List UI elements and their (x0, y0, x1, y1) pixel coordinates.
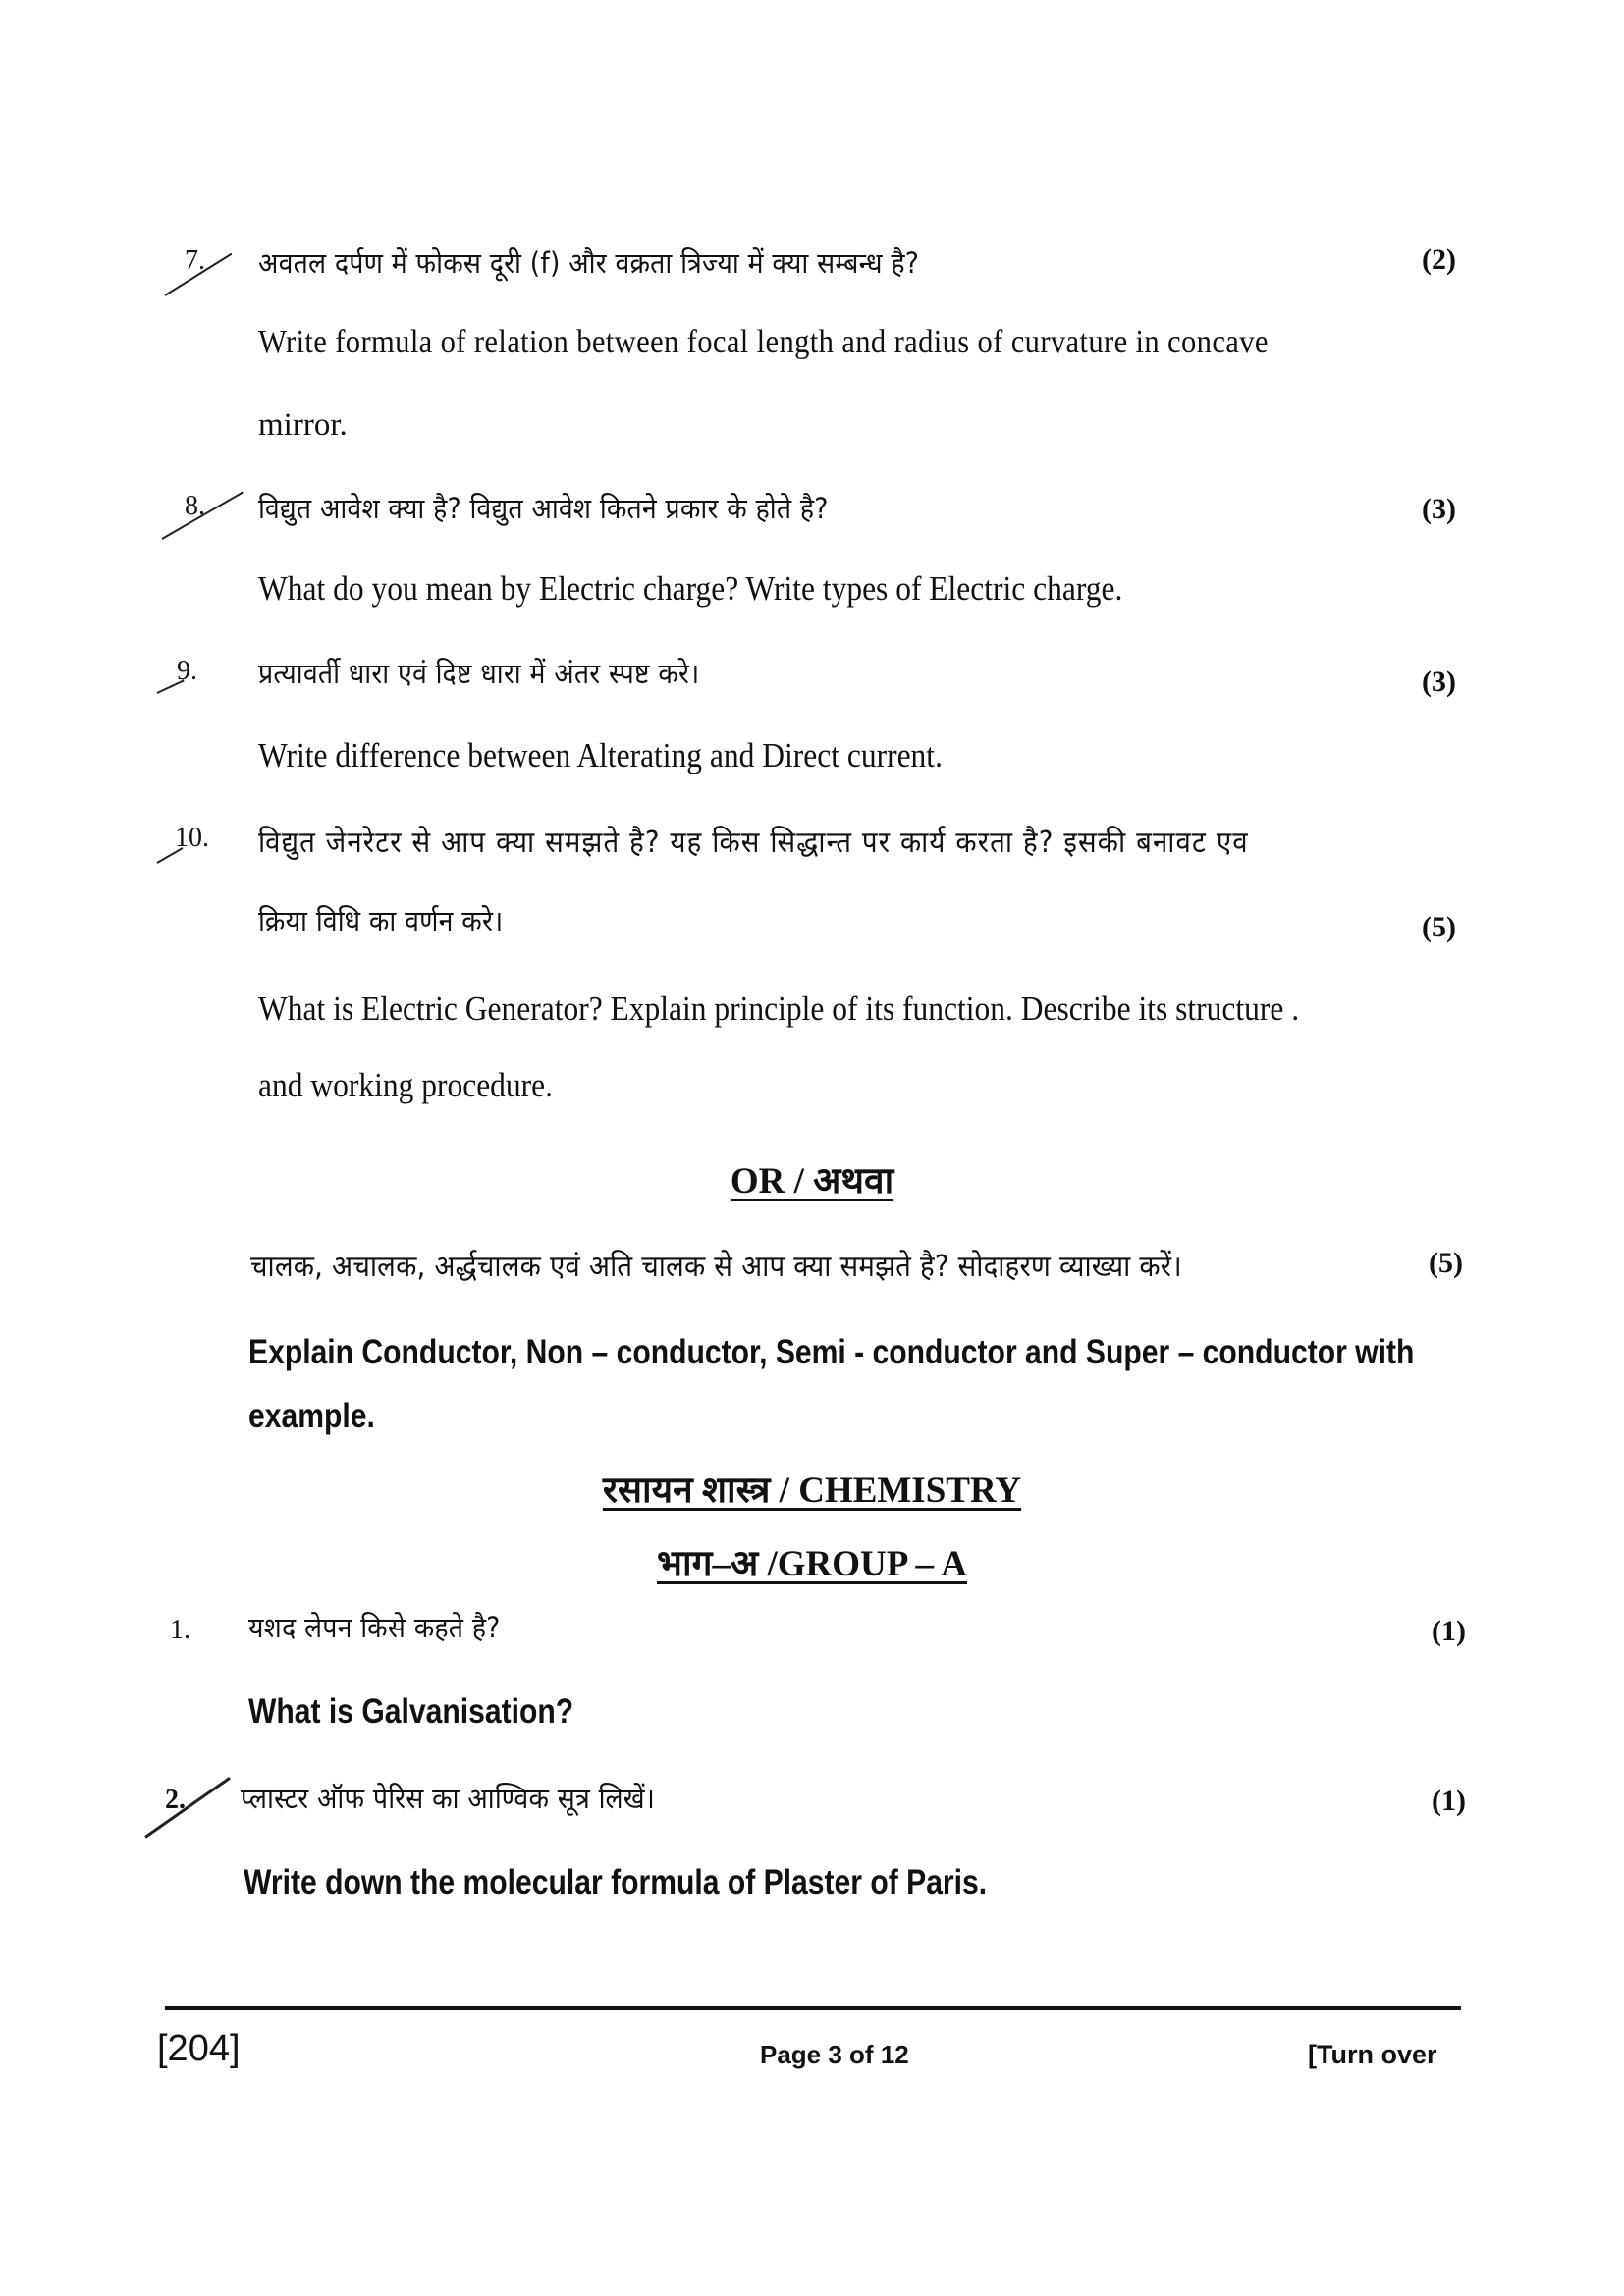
subject-heading: रसायन शास्त्र / CHEMISTRY (602, 1470, 1022, 1511)
or-heading: OR / अथवा (730, 1161, 894, 1201)
question-english-text: Write formula of relation between focal length and radius of curvature in concave (258, 324, 1269, 360)
question-number: 8. (185, 491, 205, 521)
question-english-text: What is Galvanisation? (248, 1692, 574, 1731)
question-english-text: and working procedure. (258, 1066, 554, 1104)
question-hindi-text: प्लास्टर ऑफ पेरिस का आण्विक सूत्र लिखें। (241, 1782, 656, 1815)
question-number: 2. (165, 1785, 186, 1815)
pen-tick-mark (157, 847, 184, 864)
question-number: 7. (185, 245, 205, 276)
or-english-text: example. (248, 1397, 375, 1435)
question-number: 10. (175, 823, 209, 853)
page-number: Page 3 of 12 (760, 2040, 909, 2069)
question-hindi-text: विद्युत आवेश क्या है? विद्युत आवेश कितने प्रकार के होते है? (258, 492, 829, 525)
paper-code: [204] (157, 2028, 241, 2069)
question-marks: (3) (1422, 493, 1456, 525)
question-hindi-text: अवतल दर्पण में फोकस दूरी (f) और वक्रता त्रिज्या में क्या सम्बन्ध है? (258, 246, 920, 280)
question-english-text: mirror. (258, 407, 348, 443)
or-hindi-text: चालक, अचालक, अर्द्धचालक एवं अति चालक से आप क्या समझते है? सोदाहरण व्याख्या करें। (250, 1250, 1182, 1284)
question-english-text: What is Electric Generator? Explain principle of its function. Describe its structure . (258, 989, 1300, 1028)
question-marks: (2) (1422, 243, 1456, 276)
or-marks: (5) (1429, 1247, 1463, 1279)
question-hindi-text: प्रत्यावर्ती धारा एवं दिष्ट धारा में अंतर स्पष्ट करे। (258, 657, 700, 690)
footer-divider (165, 2006, 1461, 2010)
group-heading: भाग–अ /GROUP – A (657, 1544, 967, 1584)
or-english-text: Explain Conductor, Non – conductor, Semi - conductor and Super – conductor with (248, 1333, 1415, 1371)
question-marks: (1) (1432, 1785, 1466, 1817)
question-hindi-text: विद्युत जेनरेटर से आप क्या समझते है? यह किस सिद्धान्त पर कार्य करता है? इसकी बनावट एव (258, 826, 1249, 860)
question-marks: (5) (1422, 911, 1456, 943)
turn-over-label: [Turn over (1308, 2040, 1437, 2069)
question-number: 9. (177, 656, 197, 686)
question-english-text: Write difference between Alterating and Direct current. (258, 736, 943, 774)
question-hindi-text: क्रिया विधि का वर्णन करे। (258, 904, 504, 937)
question-marks: (1) (1432, 1615, 1466, 1647)
question-marks: (3) (1422, 666, 1456, 698)
question-hindi-text: यशद लेपन किसे कहते है? (248, 1611, 501, 1644)
question-english-text: Write down the molecular formula of Plaster of Paris. (244, 1863, 988, 1901)
question-number: 1. (170, 1615, 190, 1645)
pen-tick-mark (144, 1777, 231, 1839)
question-english-text: What do you mean by Electric charge? Write types of Electric charge. (258, 569, 1123, 608)
